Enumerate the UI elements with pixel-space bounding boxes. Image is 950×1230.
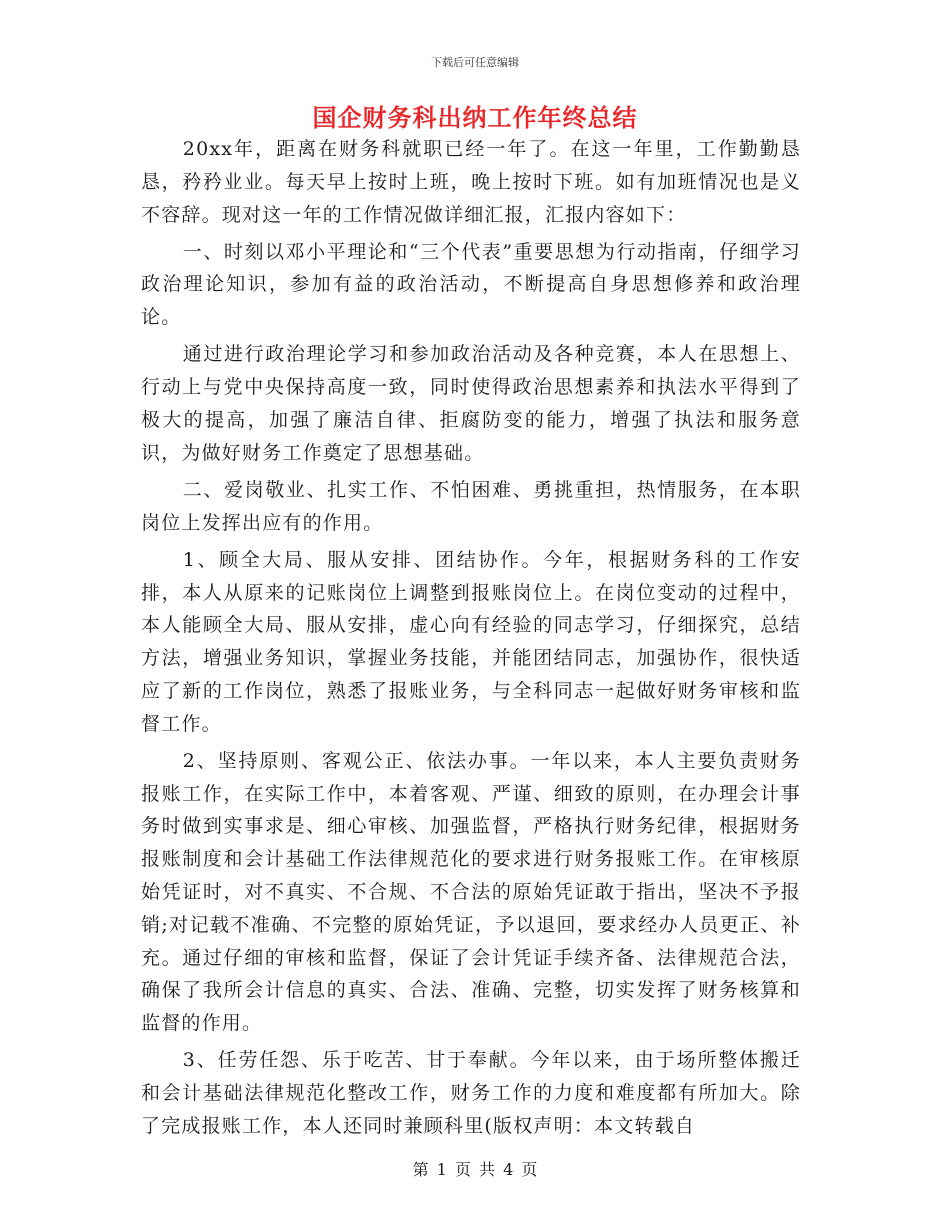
- document-title: 国企财务科出纳工作年终总结: [312, 103, 638, 132]
- header-note: 下载后可任意编辑: [431, 56, 519, 69]
- paragraph: 20xx年，距离在财务科就职已经一年了。在这一年里，工作勤勤恳恳，矜矜业业。每天早上按时上班，晚上按时下班。如有加班情况也是义不容辞。现对这一年的工作情况做详细汇报，汇报内容如下：: [141, 138, 801, 226]
- paragraph: 一、时刻以邓小平理论和“三个代表”重要思想为行动指南，仔细学习政治理论知识，参加有益的政治活动，不断提高自身思想修养和政治理论。: [141, 240, 801, 329]
- page-footer: 第 1 页 共 4 页: [412, 1160, 538, 1179]
- paragraph: 2、坚持原则、客观公正、依法办事。一年以来，本人主要负责财务报账工作，在实际工作中，本着客观、严谨、细致的原则，在办理会计事务时做到实事求是、细心审核、加强监督，严格执行财务纪律，根据财务报账制度和会计基础工作法律规范化的要求进行财务报账工作。在审核原始凭证时，对不真实、不合规、不合法的原始凭证敢于指出，坚决不予报销;对记载不准确、不完整的原始凭证，予以退回，要求经办人员更正、补充。通过仔细的审核和监督，保证了会计凭证手续齐备、法律规范合法，确保了我所会计信息的真实、合法、准确、完整，切实发挥了财务核算和监督的作用。: [141, 749, 801, 1035]
- document-body: [141, 133, 801, 1147]
- paragraph: 二、爱岗敬业、扎实工作、不怕困难、勇挑重担，热情服务，在本职岗位上发挥出应有的作用。: [141, 478, 801, 534]
- paragraph: 1、顾全大局、服从安排、团结协作。今年，根据财务科的工作安排，本人从原来的记账岗位上调整到报账岗位上。在岗位变动的过程中，本人能顾全大局、服从安排，虚心向有经验的同志学习，仔细探究，总结方法，增强业务知识，掌握业务技能，并能团结同志，加强协作，很快适应了新的工作岗位，熟悉了报账业务，与全科同志一起做好财务审核和监督工作。: [141, 548, 801, 735]
- paragraph: 3、任劳任怨、乐于吃苦、甘于奉献。今年以来，由于场所整体搬迁和会计基础法律规范化整改工作，财务工作的力度和难度都有所加大。除了完成报账工作，本人还同时兼顾科里(版权声明：本文转载自: [141, 1049, 801, 1137]
- paragraph: 通过进行政治理论学习和参加政治活动及各种竞赛，本人在思想上、行动上与党中央保持高度一致，同时使得政治思想素养和执法水平得到了极大的提高，加强了廉洁自律、拒腐防变的能力，增强了执法和服务意识，为做好财务工作奠定了思想基础。: [141, 343, 801, 464]
